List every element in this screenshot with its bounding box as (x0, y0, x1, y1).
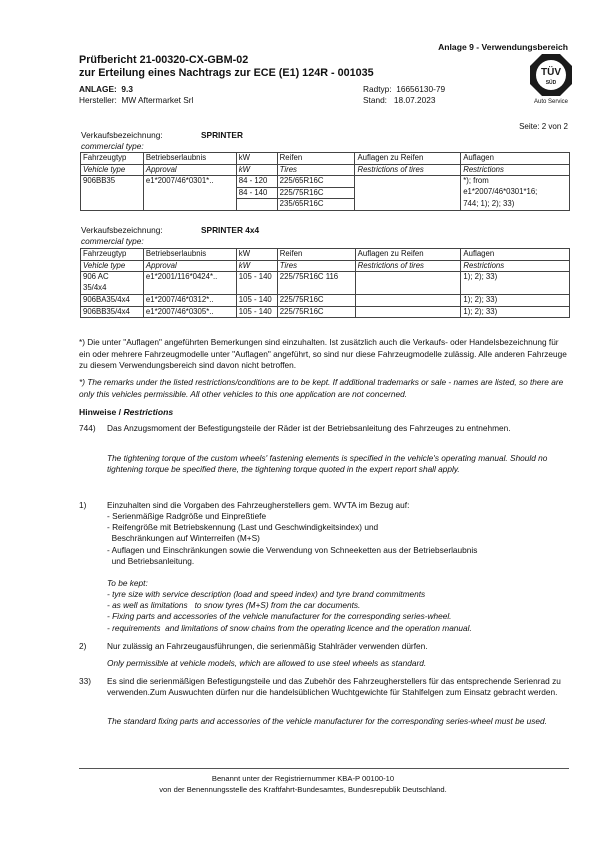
table-cell: 35/4x4 (81, 283, 144, 295)
table-row (81, 295, 570, 307)
table-cell: Restrictions of tires (355, 260, 461, 272)
tuv-logo-sub: SÜD (545, 80, 557, 86)
hinweise-title-de: Hinweise (79, 407, 117, 417)
table-cell: *); from (461, 176, 570, 188)
table-cell: Tires (277, 260, 355, 272)
table-cell: Vehicle type (81, 164, 144, 176)
note-1-en-list (107, 589, 567, 634)
table-cell: e1*2001/116*0424*.. (143, 272, 236, 284)
section1-label: Verkaufsbezeichnung: (81, 130, 163, 140)
table-cell: Restrictions of tires (355, 164, 461, 176)
list-item: Beschränkungen auf Winterreifen (M+S) (107, 533, 260, 544)
footer-line2: von der Benennungsstelle des Kraftfahrt-Bundesamtes, Bundesrepublik Deutschland. (159, 785, 447, 794)
tuv-logo (529, 53, 573, 97)
table-row (81, 283, 570, 295)
table-cell: Tires (277, 164, 355, 176)
table-cell (355, 272, 461, 284)
radtyp-key: Radtyp: (363, 84, 392, 94)
note-744-en: The tightening torque of the custom wheels' fastening elements is specified in the vehicle's operating manual. Should no tightening torque be specified there, the tightening torque quoted in the expert report shall apply. (107, 453, 548, 475)
table-cell (143, 199, 236, 211)
hersteller-value: MW Aftermarket Srl (121, 94, 194, 105)
table-cell: 105 - 140 (236, 295, 277, 307)
table-cell (355, 199, 461, 211)
hinweise-title-sep: / (116, 407, 124, 417)
table-cell: Reifen (277, 153, 355, 165)
table-cell: 105 - 140 (236, 306, 277, 318)
table-cell: 1); 2); 33) (461, 306, 570, 318)
remarks-de: *) Die unter "Auflagen" angeführten Bemerkungen sind einzuhalten. Ist zusätzlich auch die Verkaufs- oder Handelsbezeichnung für ein oder mehrere Fahrzeugmodelle unter "Auflagen" angeführt, so sind nur diese Fahrzeugmodelle zulässig. Alle anderen Fahrzeuge zu diesem Verwendungsbereich sind davon nicht betroffen. (79, 337, 567, 371)
list-item: - Reifengröße mit Betriebskennung (Last und Geschwindigkeitsindex) und (107, 522, 379, 533)
table-cell: Auflagen (461, 153, 570, 165)
note-1-de-intro: Einzuhalten sind die Vorgaben des Fahrzeugherstellers gem. WVTA im Bezug auf: (107, 500, 410, 510)
table-cell: Auflagen zu Reifen (355, 249, 461, 261)
table-cell: Fahrzeugtyp (81, 153, 144, 165)
table-cell (143, 283, 236, 295)
table-cell (355, 187, 461, 199)
table-cell: Betriebserlaubnis (143, 153, 236, 165)
radtyp-value: 16656130-79 (396, 84, 446, 94)
table-cell (143, 187, 236, 199)
table-cell: Restrictions (461, 260, 570, 272)
section1-model: SPRINTER (201, 130, 243, 140)
note-1-en-intro: To be kept: (107, 578, 148, 588)
table-cell: 235/65R16C (277, 199, 355, 211)
table-cell: 906BB35 (81, 176, 144, 188)
table-cell: 84 - 140 (236, 187, 277, 199)
page-number: Seite: 2 von 2 (519, 122, 568, 131)
list-item: und Betriebsanleitung. (107, 555, 195, 566)
hinweise-title-en: Restrictions (123, 407, 174, 417)
table-cell: Auflagen zu Reifen (355, 153, 461, 165)
section1-heading (81, 130, 243, 141)
remarks-en: *) The remarks under the listed restrictions/conditions are to be kept. If additional trademarks or sale - names are listed, so there are only this vehicles permissible. All other vehicles to this one application are not concerned. (79, 377, 564, 399)
list-item: - Serienmäßige Radgröße und Einpreßtiefe (107, 511, 267, 521)
table-cell (277, 283, 355, 295)
table-row (81, 176, 570, 188)
note-number: 33) (79, 676, 91, 686)
tuv-logo-text: TÜV (541, 67, 561, 78)
table-cell (236, 199, 277, 211)
list-item: - Auflagen und Einschränkungen sowie die Verwendung von Schneeketten aus der Betriebserlaubnis (107, 544, 478, 555)
tuv-caption: Auto Service (533, 99, 569, 105)
table-cell: kW (236, 260, 277, 272)
table-cell: e1*2007/46*0301*16; (461, 187, 570, 199)
note-1-de-list (107, 511, 567, 567)
table-cell: 744; 1); 2); 33) (461, 199, 570, 211)
note-number: 744) (79, 423, 96, 433)
stand-value: 18.07.2023 (393, 94, 436, 105)
anlage-value: 9.3 (121, 84, 133, 94)
table-cell: 225/65R16C (277, 176, 355, 188)
table-cell (461, 283, 570, 295)
table-cell: 1); 2); 33) (461, 272, 570, 284)
section1-table (80, 152, 570, 211)
anlage-key: ANLAGE: (79, 84, 117, 94)
note-number: 1) (79, 500, 87, 510)
note-33-en: The standard fixing parts and accessories of the vehicle manufacturer for the corresponding series-wheel must be used. (107, 716, 547, 726)
table-cell: 84 - 120 (236, 176, 277, 188)
table-cell: kW (236, 164, 277, 176)
note-number: 2) (79, 641, 87, 651)
table-cell: 906 AC (81, 272, 144, 284)
section2-commercial: commercial type: (81, 236, 144, 246)
list-item: - tyre size with service description (load and speed index) and tyre brand commitments (107, 589, 426, 599)
table-cell: kW (236, 153, 277, 165)
table-cell: Auflagen (461, 249, 570, 261)
table-cell: 225/75R16C (277, 306, 355, 318)
hinweise-title (79, 407, 173, 417)
table-cell: e1*2007/46*0312*.. (143, 295, 236, 307)
table-cell: 225/75R16C 116 (277, 272, 355, 284)
table-cell (355, 283, 461, 295)
table-cell: 1); 2); 33) (461, 295, 570, 307)
table-cell: Fahrzeugtyp (81, 249, 144, 261)
table-cell: Restrictions (461, 164, 570, 176)
list-item: - as well as limitations to snow tyres (M+S) from the car documents. (107, 600, 361, 611)
list-item: - requirements and limitations of snow chains from the operating licence and the operation manual. (107, 622, 472, 633)
table-header-row-en (81, 260, 570, 272)
note-2-de: Nur zulässig an Fahrzeugausführungen, die serienmäßig Stahlräder verwenden dürfen. (107, 641, 428, 651)
report-meta (79, 84, 474, 105)
report-title: Prüfbericht 21-00320-CX-GBM-02 (79, 54, 249, 66)
table-cell (355, 176, 461, 188)
stand-key: Stand: (363, 94, 387, 105)
footer (0, 773, 606, 795)
table-cell: 225/75R16C (277, 295, 355, 307)
list-item: - Fixing parts and accessories of the vehicle manufacturer for the corresponding series-wheel. (107, 611, 452, 622)
table-cell: Vehicle type (81, 260, 144, 272)
table-cell: Reifen (277, 249, 355, 261)
table-header-row-en (81, 164, 570, 176)
table-cell: kW (236, 249, 277, 261)
table-cell: 906BA35/4x4 (81, 295, 144, 307)
section2-label: Verkaufsbezeichnung: (81, 225, 163, 235)
table-cell (355, 295, 461, 307)
anlage-label: Anlage 9 - Verwendungsbereich (438, 42, 568, 52)
section2-model: SPRINTER 4x4 (201, 225, 260, 235)
table-cell: 105 - 140 (236, 272, 277, 284)
section2-heading (81, 225, 260, 236)
table-row (81, 187, 570, 199)
table-row (81, 272, 570, 284)
table-row (81, 306, 570, 318)
note-744-de: Das Anzugsmoment der Befestigungsteile der Räder ist der Betriebsanleitung des Fahrzeuges zu entnehmen. (107, 423, 511, 433)
table-cell (81, 199, 144, 211)
table-cell (355, 306, 461, 318)
note-33-de: Es sind die serienmäßigen Befestigungsteile und das Zubehör des Fahrzeugherstellers für das entsprechende Serienrad zu verwenden.Zum Auswuchten dürfen nur die handelsüblichen Wuchtgewichte für Stahlfelgen zum Einsatz gebracht werden. (107, 676, 561, 698)
hersteller-key: Hersteller: (79, 94, 117, 105)
section1-commercial: commercial type: (81, 141, 144, 151)
table-cell: e1*2007/46*0305*.. (143, 306, 236, 318)
table-cell (236, 283, 277, 295)
table-cell (81, 187, 144, 199)
table-cell: Betriebserlaubnis (143, 249, 236, 261)
table-cell: 225/75R16C (277, 187, 355, 199)
note-2-en: Only permissible at vehicle models, which are allowed to use steel wheels as standard. (107, 658, 427, 668)
footer-line1: Benannt unter der Registriernummer KBA-P 00100-10 (211, 774, 395, 783)
table-row (81, 199, 570, 211)
table-cell: Approval (143, 164, 236, 176)
table-cell: 906BB35/4x4 (81, 306, 144, 318)
table-cell: e1*2007/46*0301*.. (143, 176, 236, 188)
table-header-row (81, 153, 570, 165)
report-subtitle: zur Erteilung eines Nachtrags zur ECE (E1) 124R - 001035 (79, 67, 374, 79)
footer-rule (79, 768, 569, 769)
section2-table (80, 248, 570, 318)
table-header-row (81, 249, 570, 261)
table-cell: Approval (143, 260, 236, 272)
